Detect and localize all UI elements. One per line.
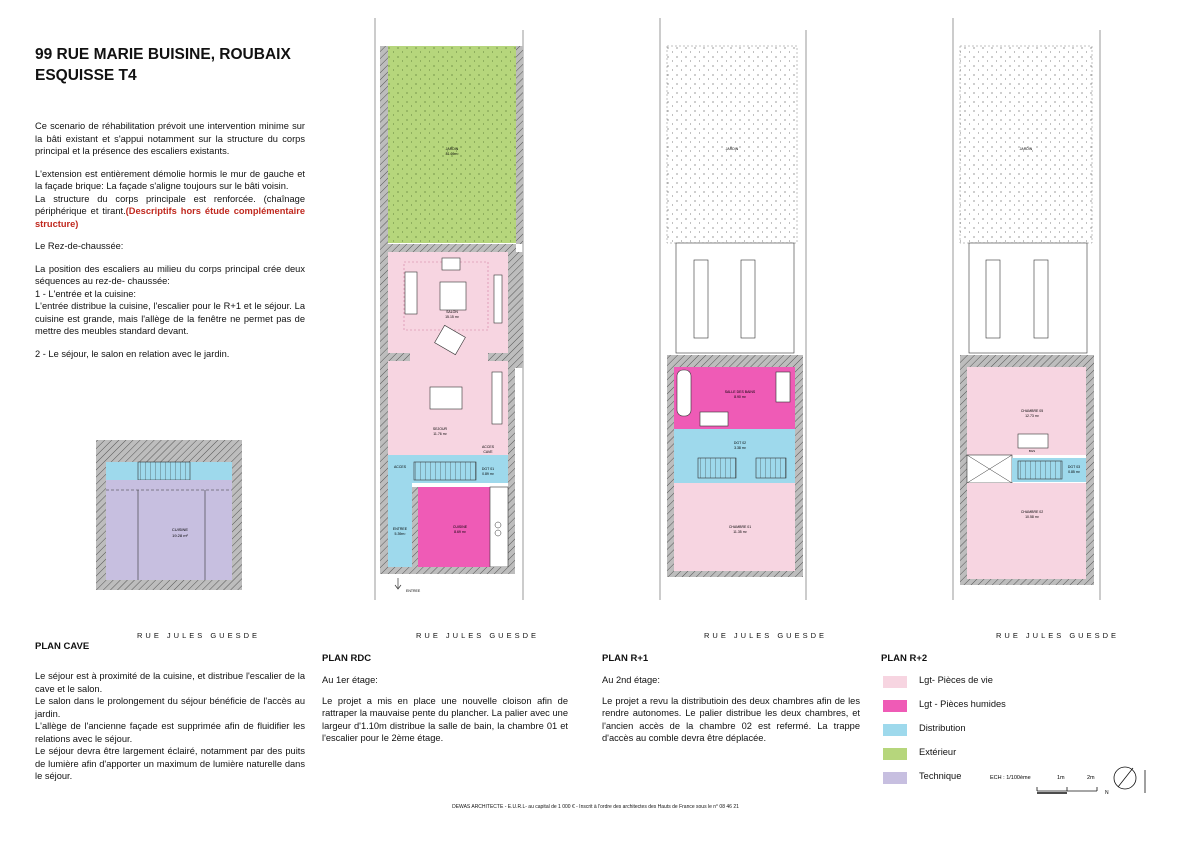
plan-label-r2: PLAN R+2	[881, 653, 928, 664]
intro-paragraph: Ce scenario de réhabilitation prévoit une intervention minime sur la bâti existant et s'appui notamment sur la structure du corps principal et la présence des escaliers existants.	[35, 121, 305, 156]
room-area: 15.15 m²	[445, 315, 459, 319]
scale-1m: 1m	[1057, 775, 1065, 781]
room-label: CHAMBRE 05	[1020, 409, 1044, 413]
rdc-pillar	[388, 353, 410, 361]
street-label: RUE JULES GUESDE	[704, 631, 828, 640]
intro-text-span: La structure du corps principale est renforcée. (chaînage périphérique et tirant.	[35, 193, 305, 216]
street-label: RUE JULES GUESDE	[996, 631, 1120, 640]
bathtub-icon	[677, 370, 691, 416]
r1-garden	[667, 46, 797, 243]
plan-cave	[96, 440, 242, 590]
rdc-right-wall-low	[508, 368, 515, 574]
street-label: RUE JULES GUESDE	[416, 631, 540, 640]
rdc-pillar	[488, 353, 508, 361]
intro-paragraph: 2 - Le séjour, le salon en relation avec le jardin.	[35, 348, 230, 359]
north-arrow-icon	[1105, 767, 1145, 796]
room-area: 8.69 m²	[454, 530, 466, 534]
intro-text-span: 1 - L'entrée et la cuisine:	[35, 288, 136, 299]
toilet-icon	[776, 372, 790, 402]
plan-label-rdc: PLAN RDC	[322, 653, 372, 664]
legend-label: Extérieur	[919, 747, 957, 757]
rdc-street-wall	[388, 567, 515, 574]
cave-description	[35, 670, 305, 783]
plan-r1	[660, 18, 806, 600]
hatch-icon	[1018, 434, 1048, 448]
sideboard-icon	[492, 372, 502, 424]
legend-label: Technique	[919, 771, 962, 781]
room-area: 11.76 m²	[433, 432, 447, 436]
street-label: RUE JULES GUESDE	[137, 631, 261, 640]
legend-swatch	[883, 724, 907, 736]
r2-street-wall	[960, 579, 1094, 585]
r1-street-wall	[667, 571, 803, 577]
text-line: Le salon dans le prolongement du séjour bénéficie de l'accès au jardin.	[35, 696, 305, 719]
rdc-stairs	[414, 462, 476, 480]
r2-left-wall	[960, 355, 967, 585]
room-label: ENTREE	[392, 527, 408, 531]
r1-description	[602, 674, 860, 753]
legend-swatch	[883, 700, 907, 712]
room-label: JARDIN	[725, 147, 739, 151]
r1-right-wall	[795, 355, 803, 577]
scale-bar	[990, 775, 1097, 793]
room-area: 3.38 m²	[734, 446, 746, 450]
rdc-left-wall	[380, 46, 388, 574]
skylight-icon	[1034, 260, 1048, 338]
kitchen-counter	[490, 487, 508, 567]
room-area: 11.35 m²	[733, 530, 747, 534]
cave-room	[106, 480, 232, 580]
armchair-icon	[442, 258, 460, 270]
legend-label: Lgt- Pièces de vie	[919, 675, 993, 685]
room-label: BGS	[1028, 449, 1036, 453]
r1-stairs	[698, 458, 736, 478]
skylight-icon	[741, 260, 755, 338]
room-area: 12.73 m²	[1025, 414, 1039, 418]
text-heading: Au 2nd étage:	[602, 675, 660, 685]
sofa-icon	[405, 272, 417, 314]
plan-r2	[953, 18, 1100, 600]
rdc-facade	[388, 244, 516, 252]
r1-facade	[667, 355, 797, 367]
room-label: DGT 02	[733, 441, 747, 445]
text-paragraph: Le projet a mis en place une nouvelle cloison afin de rattraper la mauvaise pente du plancher. La palier avec une largeur d'1.10m distribue la salle de bain, la chambre 01 et l'escalier pour le 2ème étage.	[322, 695, 568, 743]
r2-bedroom-2	[967, 483, 1086, 579]
room-label: CAVE	[483, 450, 493, 454]
legend-swatch	[883, 676, 907, 688]
room-label: CUISINE	[171, 527, 189, 532]
intro-red-note: (Descriptifs hors étude complémentaire structure)	[35, 206, 306, 229]
room-label: JARDIN	[445, 147, 459, 151]
sink-icon	[700, 412, 728, 426]
room-area: 0.89 m²	[482, 472, 494, 476]
footer-credits: DEWAS ARCHITECTE - E.U.R.L- au capital de 1 000 € - Inscrit à l'ordre des architectes des Hauts de France sous le n° 08 46 21	[452, 804, 739, 810]
text-line: Le séjour est à proximité de la cuisine, et distribue l'escalier de la cave et le salon.	[35, 671, 305, 694]
scale-label: ECH : 1/100ème	[990, 775, 1031, 781]
skylight-icon	[694, 260, 708, 338]
legend-label: Lgt - Pièces humides	[919, 699, 1006, 709]
text-line: L'allège de l'ancienne façade est supprimée afin de fluidifier les relations avec le séjour.	[35, 721, 305, 744]
r2-right-wall	[1086, 355, 1094, 585]
plan-rdc	[375, 18, 523, 600]
north-label: N	[1105, 790, 1109, 796]
title-address: 99 RUE MARIE BUISINE, ROUBAIX	[35, 46, 291, 63]
cave-stairs	[138, 462, 190, 480]
legend-label: Distribution	[919, 723, 966, 733]
room-label: ACCES	[393, 465, 407, 469]
room-area: 81.69m²	[445, 152, 459, 156]
scale-2m: 2m	[1087, 775, 1095, 781]
rdc-right-wall	[508, 252, 523, 368]
r1-stairs	[756, 458, 786, 478]
table-icon	[440, 282, 466, 310]
room-label: DGT 01	[481, 467, 495, 471]
skylight-icon	[986, 260, 1000, 338]
r2-garden	[960, 46, 1092, 243]
intro-paragraph: Le Rez-de-chaussée:	[35, 241, 124, 251]
entry-label: ENTREE	[406, 589, 421, 593]
room-area: 10.58 m²	[1025, 515, 1039, 519]
room-label: SEJOUR	[432, 427, 448, 431]
r2-facade	[960, 355, 1092, 367]
room-label: SALON	[446, 310, 458, 314]
room-label: CHAMBRE 02	[1020, 510, 1044, 514]
intro-text-span: L'entrée distribue la cuisine, l'escalier pour le R+1 et le séjour. La cuisine est grande, mais l'allège de la fenêtre ne permet pas de mettre des meubles standard devant.	[35, 301, 305, 336]
room-label: ACCES	[481, 445, 495, 449]
rdc-entry	[388, 483, 412, 567]
rdc-partition	[412, 487, 418, 567]
room-area: 8.90 m²	[734, 395, 746, 399]
r2-stairs	[1018, 461, 1062, 479]
intro-text-span: La position des escaliers au milieu du corps principal crée deux séquences au rez-de- chaussée:	[35, 263, 305, 286]
text-line: Le séjour devra être largement éclairé, notamment par des puits de lumière afin d'apporter un maximum de lumière naturelle dans le séjour.	[35, 746, 305, 781]
room-label: DGT 03	[1067, 465, 1081, 469]
north-needle	[1118, 768, 1133, 787]
room-area: 5.39m²	[394, 532, 406, 536]
plan-label-r1: PLAN R+1	[602, 653, 649, 664]
room-area: 19.28 m²	[172, 533, 188, 538]
room-area: 0.85 m²	[1068, 470, 1080, 474]
room-label: SALLE DES BAINS	[724, 390, 756, 394]
text-paragraph: Le projet a revu la distributioin des deux chambres afin de les rendre autonomes. Le palier distribue les deux chambres, et l'ancien accès de la chambre 02 est refermé. La trappe d'accès au comble devra être déplacée.	[602, 695, 860, 743]
text-heading: Au 1er étage:	[322, 675, 378, 685]
legend-swatch	[883, 772, 907, 784]
title-subtitle: ESQUISSE T4	[35, 67, 137, 84]
dining-table-icon	[430, 387, 462, 409]
rdc-right-wall-top	[516, 46, 523, 244]
intro-text-span: L'extension est entièrement démolie hormis le mur de gauche et la façade brique: La façade s'aligne toujours sur le bâti voisin.	[35, 168, 305, 191]
r1-left-wall	[667, 355, 674, 577]
legend-swatch	[883, 748, 907, 760]
rdc-description	[322, 674, 568, 753]
rdc-garden	[388, 46, 516, 243]
room-label: JARDIN	[1019, 147, 1033, 151]
plan-label-cave: PLAN CAVE	[35, 641, 90, 652]
cabinet-icon	[494, 275, 502, 323]
room-label: CUISINE	[452, 525, 468, 529]
room-label: CHAMBRE 01	[728, 525, 752, 529]
